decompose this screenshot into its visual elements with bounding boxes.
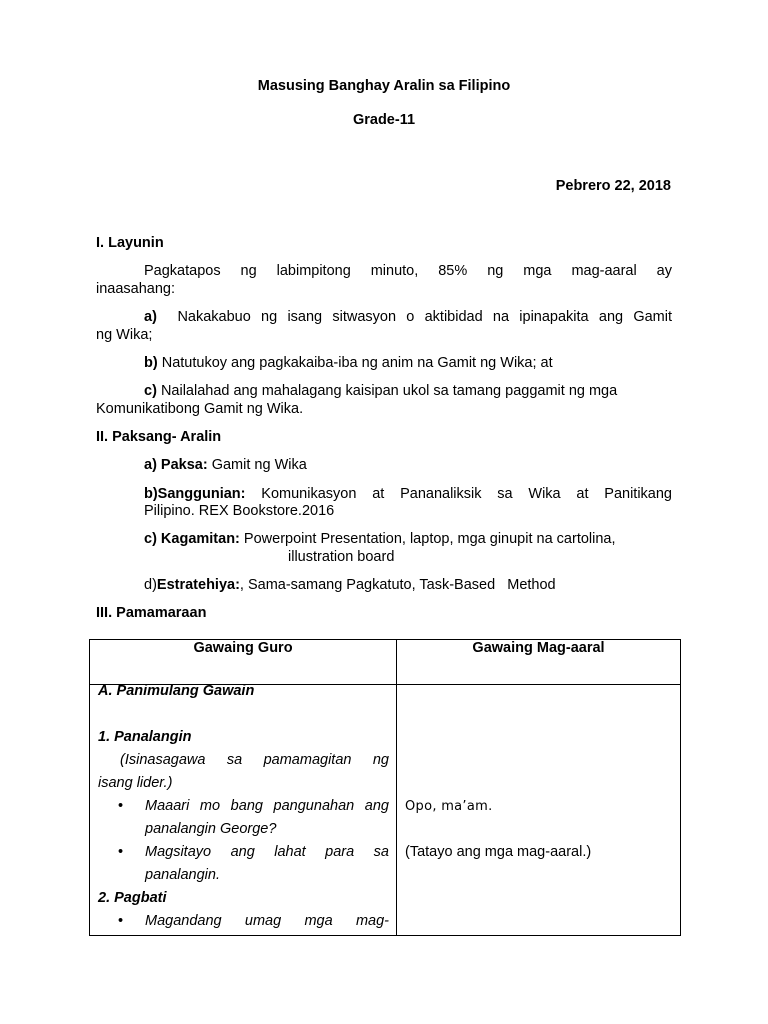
bullet1-line2: panalangin George? [145,821,277,837]
kagamitan-line2: illustration board [288,549,395,565]
bullet-1: • [118,798,124,814]
layunin-intro-line2: inaasahang: [96,281,176,297]
kagamitan-text: Powerpoint Presentation, laptop, mga ginupit na cartolina, [243,531,616,547]
bullet-3: • [118,913,124,929]
objective-c-text: Nailalahad ang mahalagang kaisipan ukol sa tamang paggamit ng mga [160,383,618,399]
section-paksang-aralin-heading: II. Paksang- Aralin [96,429,222,445]
estratehiya-row [144,577,556,593]
lesson-date: Pebrero 22, 2018 [555,178,671,194]
grade-label: Grade-11 [352,112,416,128]
sanggunian-line2: Pilipino. REX Bookstore.2016 [144,503,335,519]
bullet-2: • [118,844,124,860]
estratehiya-value: , Sama-samang Pagkatuto, Task-Based Method [239,577,556,593]
objective-a-label: a) [144,309,157,325]
bullet1-line1: Maaari mo bang pangunahan ang [145,798,389,814]
estratehiya-label: Estratehiya: [156,577,240,593]
objective-a-line1 [144,309,672,325]
student-response-1: Opo, ma’am. [405,799,493,814]
bullet3-line1: Magandang umag mga mag- [145,913,389,929]
student-activity-cell [397,685,681,936]
paksa-value: Gamit ng Wika [211,457,307,473]
objective-b-label: b) [144,355,158,371]
kagamitan-label: c) Kagamitan: [144,531,240,547]
section-pamamaraan-heading: III. Pamamaraan [96,605,207,621]
lesson-procedure-table [89,639,681,936]
objective-b-text: Natutukoy ang pagkakaiba-iba ng anim na Gamit ng Wika; at [161,355,553,371]
section-a-heading: A. Panimulang Gawain [98,683,255,699]
table-header-row [90,640,681,685]
paksa-row [144,457,307,473]
objective-a-line2: ng Wika; [96,327,153,343]
student-response-2: (Tatayo ang mga mag-aaral.) [405,844,592,860]
bullet2-line1: Magsitayo ang lahat para sa [145,844,389,860]
paksa-label: a) Paksa: [144,457,208,473]
objective-c-label: c) [144,383,157,399]
header-cell-guro [90,640,397,685]
sanggunian-label: b)Sanggunian: [144,486,246,502]
objective-c-line1 [144,383,617,399]
bullet2-line2: panalangin. [145,867,220,883]
estratehiya-prefix: d) [144,577,157,593]
layunin-intro-line1: Pagkatapos ng labimpitong minuto, 85% ng mga mag-aaral ay [144,263,672,279]
objective-c-line2: Komunikatibong Gamit ng Wika. [96,401,304,417]
col-header-gawaing-mag-aaral: Gawaing Mag-aaral [472,640,605,656]
objective-a-text: Nakakabuo ng isang sitwasyon o aktibidad na ipinapakita ang Gamit [177,309,673,325]
item1-note-line1: (Isinasagawa sa pamamagitan ng [120,752,389,768]
sanggunian-text: Komunikasyon at Pananaliksik sa Wika at Panitikang [261,486,672,502]
objective-b [144,355,553,371]
header-cell-mag-aaral [397,640,681,685]
item1-note-line2: isang lider.) [98,775,173,791]
col-header-gawaing-guro: Gawaing Guro [193,640,293,656]
document-title: Masusing Banghay Aralin sa Filipino [257,78,511,94]
item2-title: 2. Pagbati [98,890,167,906]
sanggunian-line1 [144,486,672,502]
kagamitan-line1 [144,531,616,547]
item1-title: 1. Panalangin [98,729,192,745]
teacher-activity-cell [90,685,397,936]
table-row [90,685,681,936]
section-layunin-heading: I. Layunin [96,235,164,251]
